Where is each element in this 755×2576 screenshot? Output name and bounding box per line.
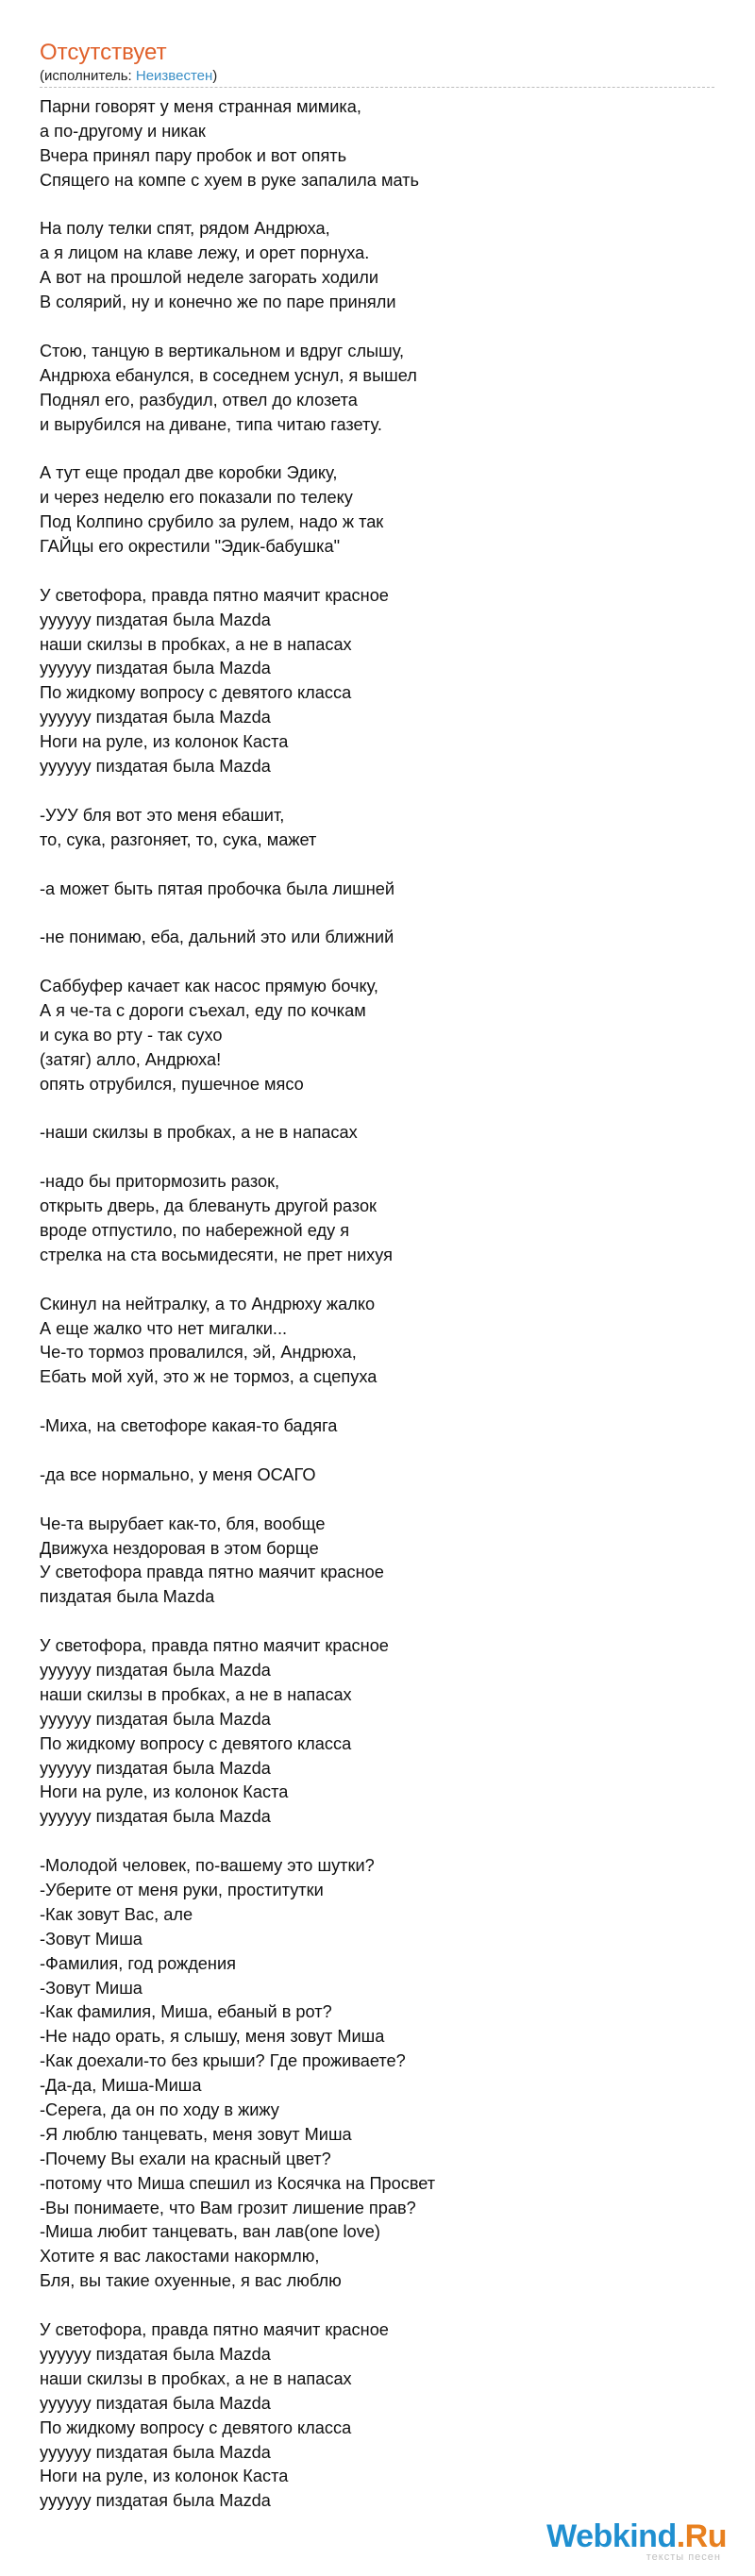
divider	[40, 87, 714, 88]
lyric-line: пиздатая была Mazda	[40, 1587, 215, 1607]
lyric-line	[40, 1830, 719, 1854]
lyric-line: уууууу пиздатая была Mazda	[40, 1661, 271, 1680]
lyric-line: У светофора, правда пятно маячит красное	[40, 585, 389, 605]
lyric-line: -Миха, на светофоре какая-то бадяга	[40, 1416, 338, 1436]
lyric-line: Ноги на руле, из колонок Каста	[40, 2467, 289, 2486]
lyric-line	[40, 1488, 719, 1513]
song-title: Отсутствует	[40, 40, 167, 65]
lyric-line: У светофора, правда пятно маячит красное	[40, 1636, 389, 1656]
lyric-line	[40, 193, 719, 218]
lyric-line: уууууу пиздатая была Mazda	[40, 2393, 271, 2413]
lyric-line	[40, 1268, 719, 1293]
logo-tagline: тексты песен	[646, 2551, 721, 2563]
lyric-line: В солярий, ну и конечно же по паре приняли	[40, 293, 396, 312]
lyric-line: стрелка на ста восьмидесяти, не прет нихуя	[40, 1245, 393, 1264]
lyric-line: -Фамилия, год рождения	[40, 1953, 236, 1973]
lyric-line	[40, 560, 719, 584]
lyric-line: Скинул на нейтралку, а то Андрюху жалко	[40, 1294, 376, 1313]
lyric-line: -не понимаю, еба, дальний это или ближний	[40, 928, 394, 947]
lyric-line	[40, 315, 719, 340]
lyric-line: (затяг) алло, Андрюха!	[40, 1049, 222, 1069]
site-logo[interactable]	[546, 2518, 727, 2563]
lyric-line: а я лицом на клаве лежу, и орет порнуха.	[40, 243, 370, 263]
lyric-line: -Вы понимаете, что Вам грозит лишение прав?	[40, 2198, 416, 2217]
lyric-line: -надо бы притормозить разок,	[40, 1172, 280, 1192]
lyric-line: -Да-да, Миша-Миша	[40, 2076, 202, 2096]
lyric-line: уууууу пиздатая была Mazda	[40, 1807, 271, 1827]
lyric-line: Поднял его, разбудил, отвел до клозета	[40, 390, 358, 410]
lyric-line: По жидкому вопросу с девятого класса	[40, 683, 352, 703]
lyric-line: -да все нормально, у меня ОСАГО	[40, 1464, 316, 1484]
lyric-line	[40, 901, 719, 926]
lyric-line: наши скилзы в пробках, а не в напасах	[40, 1684, 352, 1704]
lyric-line: -а может быть пятая пробочка была лишней	[40, 878, 395, 898]
lyric-line: А я че-та с дороги съехал, еду по кочкам	[40, 1000, 366, 1020]
lyric-line: Стою, танцую в вертикальном и вдруг слышу,	[40, 341, 405, 360]
lyric-line: -Серега, да он по ходу в жижу	[40, 2100, 279, 2120]
lyric-line: -Уберите от меня руки, проститутки	[40, 1881, 324, 1900]
lyric-line	[40, 2294, 719, 2318]
lyric-line: уууууу пиздатая была Mazda	[40, 1709, 271, 1729]
lyric-line	[40, 779, 719, 804]
lyric-line: Парни говорят у меня странная мимика,	[40, 97, 361, 116]
lyric-line: По жидкому вопросу с девятого класса	[40, 1733, 352, 1753]
lyric-line: -Как фамилия, Миша, ебаный в рот?	[40, 2002, 332, 2022]
lyric-line	[40, 1097, 719, 1122]
lyric-line: вроде отпустило, по набережной еду я	[40, 1220, 350, 1240]
lyric-line: уууууу пиздатая была Mazda	[40, 757, 271, 777]
lyric-line: уууууу пиздатая была Mazda	[40, 708, 271, 728]
lyric-line: У светофора, правда пятно маячит красное	[40, 2320, 389, 2340]
lyric-line: наши скилзы в пробках, а не в напасах	[40, 634, 352, 654]
lyric-line: то, сука, разгоняет, то, сука, мажет	[40, 829, 317, 849]
lyric-line: Че-та вырубает как-то, бля, вообще	[40, 1514, 326, 1533]
lyric-line: -УУУ бля вот это меня ебашит,	[40, 805, 285, 825]
lyric-line: -потому что Миша спешил из Косячка на Просвет	[40, 2173, 436, 2193]
lyric-line: Че-то тормоз провалился, эй, Андрюха,	[40, 1343, 357, 1363]
lyric-line	[40, 437, 719, 461]
lyric-line: и через неделю его показали по телеку	[40, 488, 353, 508]
lyric-line: У светофора правда пятно маячит красное	[40, 1563, 384, 1582]
lyric-line: Саббуфер качает как насос прямую бочку,	[40, 977, 378, 996]
lyric-line: открыть дверь, да блевануть другой разок	[40, 1196, 378, 1216]
logo-part-ru: .Ru	[676, 2518, 727, 2554]
lyric-line: А тут еще продал две коробки Эдику,	[40, 463, 338, 483]
lyric-line: а по-другому и никак	[40, 121, 206, 141]
lyric-line: Ноги на руле, из колонок Каста	[40, 732, 289, 752]
lyric-line: -наши скилзы в пробках, а не в напасах	[40, 1123, 358, 1143]
lyric-line	[40, 950, 719, 975]
lyric-line: -Я люблю танцевать, меня зовут Миша	[40, 2124, 352, 2144]
lyric-line: На полу телки спят, рядом Андрюха,	[40, 219, 330, 239]
lyric-line: уууууу пиздатая была Mazda	[40, 1758, 271, 1778]
lyric-line: опять отрубился, пушечное мясо	[40, 1074, 304, 1094]
lyric-line: -Не надо орать, я слышу, меня зовут Миша	[40, 2027, 385, 2047]
lyric-line: А вот на прошлой неделе загорать ходили	[40, 268, 379, 288]
lyric-line: -Как зовут Вас, але	[40, 1904, 193, 1924]
lyric-line	[40, 1610, 719, 1634]
lyric-line: наши скилзы в пробках, а не в напасах	[40, 2368, 352, 2388]
lyric-line: ГАЙцы его окрестили "Эдик-бабушка"	[40, 537, 341, 557]
logo-wordmark	[546, 2518, 727, 2555]
lyric-line: уууууу пиздатая была Mazda	[40, 2491, 271, 2511]
lyric-line: уууууу пиздатая была Mazda	[40, 2442, 271, 2462]
artist-suffix: )	[212, 68, 218, 84]
lyric-line: А еще жалко что нет мигалки...	[40, 1318, 288, 1338]
lyric-line	[40, 1146, 719, 1170]
lyric-line: уууууу пиздатая была Mazda	[40, 659, 271, 678]
lyric-line: -Зовут Миша	[40, 1978, 143, 1998]
lyric-line: уууууу пиздатая была Mazda	[40, 610, 271, 629]
lyric-line: Хотите я вас лакостами накормлю,	[40, 2247, 320, 2267]
artist-link[interactable]: Неизвестен	[135, 68, 213, 84]
lyric-line: уууууу пиздатая была Mazda	[40, 2344, 271, 2364]
lyric-line	[40, 1439, 719, 1464]
lyric-line: и вырубился на диване, типа читаю газету.	[40, 414, 382, 434]
lyrics-body	[40, 95, 719, 2514]
lyric-line: -Зовут Миша	[40, 1929, 143, 1949]
lyric-line: Ебать мой хуй, это ж не тормоз, а сцепуха	[40, 1367, 378, 1387]
logo-part-webkind: Webkind	[546, 2518, 677, 2554]
artist-line	[40, 68, 217, 84]
lyric-line: -Молодой человек, по-вашему это шутки?	[40, 1856, 375, 1876]
lyric-line	[40, 1390, 719, 1414]
lyric-line: -Миша любит танцевать, ван лав(one love)	[40, 2222, 380, 2242]
lyric-line: По жидкому вопросу с девятого класса	[40, 2417, 352, 2437]
lyric-line: и сука во рту - так сухо	[40, 1025, 223, 1045]
lyric-line: Движуха нездоровая в этом борще	[40, 1538, 319, 1558]
lyric-line: -Почему Вы ехали на красный цвет?	[40, 2149, 331, 2168]
lyric-line: Спящего на компе с хуем в руке запалила мать	[40, 170, 419, 190]
artist-prefix: (исполнитель:	[40, 68, 136, 84]
lyric-line: Ноги на руле, из колонок Каста	[40, 1782, 289, 1802]
lyric-line: Вчера принял пару пробок и вот опять	[40, 145, 347, 165]
lyric-line: Бля, вы такие охуенные, я вас люблю	[40, 2271, 342, 2291]
lyric-line: Под Колпино срубило за рулем, надо ж так	[40, 512, 384, 532]
lyric-line	[40, 853, 719, 878]
lyric-line: -Как доехали-то без крыши? Где проживаете?	[40, 2051, 406, 2071]
lyric-line: Андрюха ебанулся, в соседнем уснул, я вышел	[40, 365, 417, 385]
